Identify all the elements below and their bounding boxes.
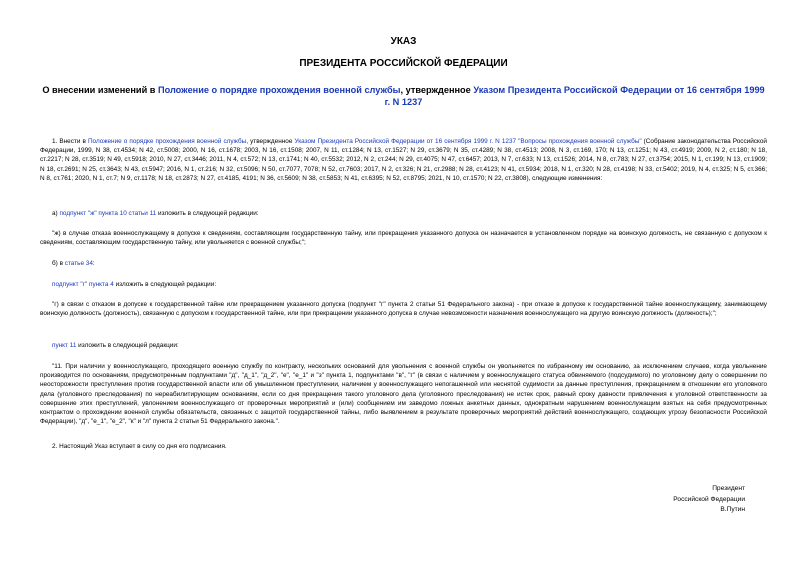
signature-name: В.Путин (720, 506, 745, 513)
signature-position: Президент (712, 485, 745, 492)
heading-link-decree[interactable]: Указом Президента Российской Федерации от 16 сентября 1999 г. N 1237 (384, 85, 765, 107)
quote-g: "г) в связи с отказом в допуске к государственной тайне или прекращением указанного допуска (подпункт "г" пункта 2 статьи 51 Федерального закона) - при отказе в допуске к государственной тайне военнослужащему, занимающему воинскую должность (должность), связанную с допуском к государственной тайне, или при прекращении указанного допуска в случае невозможности назначения военнослужащего на другую воинскую должность (должность);"; (40, 301, 767, 318)
item-b-label: б) в (52, 260, 65, 267)
subitem-11 (52, 341, 767, 350)
para1-link-regulation[interactable]: Положение о порядке прохождения военной службы (87, 138, 247, 145)
subitem-g (52, 280, 767, 289)
subitem-11-link[interactable]: пункт 11 (52, 342, 77, 349)
paragraph-2: 2. Настоящий Указ вступает в силу со дня его подписания. (52, 443, 227, 450)
para1-link-decree[interactable]: Указом Президента Российской Федерации от 16 сентября 1999 г. N 1237 "Вопросы прохождения военной службы" (294, 138, 642, 145)
item-a (52, 209, 767, 218)
quote-zh: "ж) в случае отказа военнослужащему в допуске к сведениям, составляющим государственную тайну, или прекращения указанного допуска он назначается в установленном порядке на воинскую должность, не связанную с допуском к сведениям, составляющим государственную тайну, или увольняется с военной службы;"; (40, 230, 767, 247)
document-heading (40, 84, 767, 108)
quote-11: "11. При наличии у военнослужащего, проходящего военную службу по контракту, нескольких оснований для увольнения с военной службы он увольняется по избранному им основанию, за исключением случаев, когда увольнение производится по основаниям, предусмотренным подпунктами "д", "д_1", "д_2", "е", "е_1" и "з" пункта 1, подпунктами "в", "г" (в связи с наличием у военнослужащего статуса обвиняемого (подсудимого) по уголовному делу о совершении по неосторожности преступления против государственной власти или об умышленном преступлении, наличием у военнослужащего непогашенной или неснятой судимости за данные преступления, прекращением в отношении его уголовного дела (уголовного преследования) по нереабилитирующим основаниям, если со дня прекращения такого уголовного дела (уголовного преследования) не истек срок, равный сроку давности привлечения к уголовной ответственности за совершение этих преступлений, увлонением военнослужащего от проверочных мероприятий и (или) сообщением им заведомо ложных анкетных данных, однократным нарушением военнослужащим взятых на себя предусмотренных контрактом о прохождении военной службы обязательств, связанных с защитой государственной тайны, либо выявлением в результате проверочных мероприятий действий военнослужащего, создающих угрозу безопасности Российской Федерации), "д", "е_1", "е_2", "к" и "л" пункта 2 статьи 51 Федерального закона.". (40, 363, 767, 426)
item-b-link[interactable]: статье 34 (64, 260, 93, 267)
document-title: УКАЗ (390, 36, 417, 47)
subitem-11-text: изложить в следующей редакции: (76, 342, 179, 349)
paragraph-1-sources: (Собрание законодательства Российской Федерации, 1999, N 38, ст.4534; N 42, ст.5008; 2000, N 16, ст.1678; 2003, N 16, ст.1508; 2007, N 11, ст.1284; N 13, ст.1527; N 29, ст.3679; N 35, ст.4289; N 38, ст.4513; 2008, N 3, ст.169, 170; N 13, ст.1251; N 43, ст.4919; 2009, N 2, ст.180; N 18, ст.2217; N 28, ст.3519; N 49, ст.5918; 2010, N 27, ст.3446; 2011, N 4, ст.572; N 13, ст.1741; N 40, ст.5532; 2012, N 2, ст.244; N 29, ст.4075; N 47, ст.6457; 2013, N 7, ст.633; N 13, ст.1526; 2014, N 8, ст.783; N 27, ст.3754; 2015, N 1, ст.199; N 13, ст.1909; N 18, ст.2691; N 25, ст.3643; N 43, ст.5947; 2016, N 1, ст.216; N 32, ст.5096; N 50, ст.7077, 7078; N 52, ст.7603; 2017, N 2, ст.326; N 21, ст.2988; N 28, ст.4123; N 41, ст.5934; 2018, N 1, ст.320; N 28, ст.4198; N 33, ст.5402; 2019, N 4, ст.325; N 5, ст.366; N 8, ст.761; 2020, N 1, ст.7; N 9, ст.1178; N 18, ст.2873; N 27, ст.4185, 4191; N 36, ст.5609; N 38, ст.5853; N 41, ст.6395; N 52, ст.8795; 2021, N 10, ст.1570; N 22, ст.3808), следующие изменения: (40, 138, 767, 182)
paragraph-1 (40, 137, 767, 183)
item-b (52, 259, 767, 268)
subitem-g-text: изложить в следующей редакции: (113, 281, 217, 288)
item-a-text: изложить в следующей редакции: (156, 210, 259, 217)
paragraph-1-text: , утвержденное (246, 138, 295, 145)
document-issuer: ПРЕЗИДЕНТА РОССИЙСКОЙ ФЕДЕРАЦИИ (299, 58, 508, 69)
item-a-link[interactable]: подпункт "ж" пункта 10 статьи 11 (59, 210, 157, 217)
signature-block (605, 484, 745, 516)
paragraph-1-num: 1. Внести в (52, 138, 88, 145)
signature-country: Российской Федерации (673, 495, 745, 503)
item-b-text: : (92, 260, 95, 267)
heading-text: О внесении изменений в (42, 85, 158, 95)
heading-link-regulation[interactable]: Положение о порядке прохождения военной службы (157, 85, 401, 95)
heading-text-mid: , утвержденное (400, 85, 474, 95)
item-a-label: а) (52, 210, 60, 217)
subitem-g-link[interactable]: подпункт "г" пункта 4 (52, 281, 114, 288)
